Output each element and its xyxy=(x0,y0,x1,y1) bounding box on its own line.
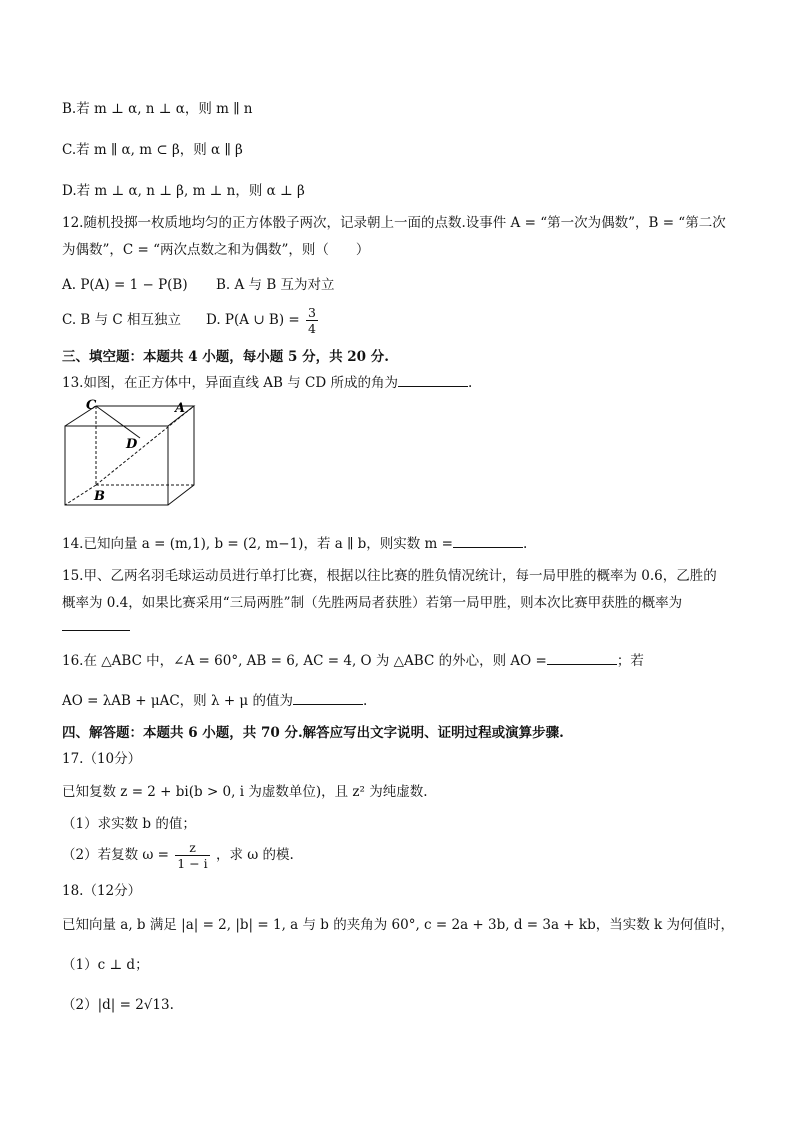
q16-line1 xyxy=(62,650,644,670)
q15-stem: 15.甲、乙两名羽毛球运动员进行单打比赛，根据以往比赛的胜负情况统计，每一局甲胜的概率为 0.6，乙胜的概率为 0.4，如果比赛采用“三局两胜”制（先胜两局者获胜）若第一局甲胜，则本次比赛甲获胜的概率为 xyxy=(62,568,717,611)
label-d: D xyxy=(126,437,138,452)
q12-option-d-prefix: D. P(A ∪ B) = xyxy=(206,312,300,328)
cube-figure xyxy=(60,398,200,510)
answer-blank xyxy=(398,372,468,387)
q12-stem: 12.随机投掷一枚质地均匀的正方体骰子两次，记录朝上一面的点数.设事件 A = “第一次为偶数”，B = “第二次为偶数”，C = “两次点数之和为偶数”，则（ ） xyxy=(62,215,726,258)
q16-line2-end: . xyxy=(363,693,368,709)
q14-stem xyxy=(62,533,527,553)
q17-part2-suffix: ，求 ω 的模. xyxy=(215,847,294,863)
label-a: A xyxy=(175,401,186,416)
q13-stem xyxy=(62,372,472,392)
q13-stem-text: 13.如图，在正方体中，异面直线 AB 与 CD 所成的角为 xyxy=(62,375,398,391)
q17-part2 xyxy=(62,840,294,871)
q14-text: 14.已知向量 a = (m,1), b = (2, m−1)，若 a ∥ b，则实数 m = xyxy=(62,536,453,552)
q12-option-d-fraction xyxy=(306,305,318,336)
q13-stem-end: . xyxy=(467,375,473,391)
q17-fraction xyxy=(175,840,209,871)
q11-option-c: C.若 m ∥ α, m ⊂ β，则 α ∥ β xyxy=(62,142,243,158)
answer-blank xyxy=(453,533,523,548)
fraction-numerator: 3 xyxy=(308,305,316,320)
section4-heading: 四、解答题：本题共 6 小题，共 70 分.解答应写出文字说明、证明过程或演算步骤. xyxy=(62,725,564,741)
fraction-numerator: z xyxy=(175,840,209,856)
fraction-denominator: 4 xyxy=(308,321,316,336)
answer-blank xyxy=(547,650,617,665)
answer-blank xyxy=(62,616,130,631)
q17-part2-prefix: （2）若复数 ω = xyxy=(62,847,169,863)
cube-hidden-edge-left xyxy=(65,485,96,505)
q18-title: 18.（12分） xyxy=(62,883,142,899)
label-c: C xyxy=(86,398,97,413)
q18-stem: 已知向量 a, b 满足 |a| = 2, |b| = 1, a 与 b 的夹角为 60°, c = 2a + 3b, d = 3a + kb，当实数 k 为何值时， xyxy=(62,917,734,933)
answer-blank xyxy=(293,690,363,705)
q16-line1-end: ；若 xyxy=(616,653,644,669)
q12-option-d xyxy=(206,305,320,336)
q12-option-c: C. B 与 C 相互独立 xyxy=(62,312,182,328)
q18-part1: （1）c ⊥ d； xyxy=(62,957,149,973)
q11-option-d: D.若 m ⊥ α, n ⊥ β, m ⊥ n，则 α ⊥ β xyxy=(62,183,305,199)
q18-part2: （2）|d| = 2√13. xyxy=(62,997,174,1013)
q15-answer xyxy=(62,616,130,636)
q17-part1: （1）求实数 b 的值； xyxy=(62,816,196,832)
q12-option-b: B. A 与 B 互为对立 xyxy=(216,277,335,293)
q11-option-b: B.若 m ⊥ α, n ⊥ α，则 m ∥ n xyxy=(62,101,253,117)
q14-end: . xyxy=(522,536,528,552)
q16-line2-text: AO = λAB + μAC，则 λ + μ 的值为 xyxy=(62,693,293,709)
section3-heading: 三、填空题：本题共 4 小题，每小题 5 分，共 20 分. xyxy=(62,349,389,365)
cube-right-edges xyxy=(168,406,194,505)
segment-cd xyxy=(96,406,140,438)
cube-front-face xyxy=(65,426,168,505)
label-b: B xyxy=(94,489,105,504)
segment-ab xyxy=(96,406,194,485)
q16-line1-text: 16.在 △ABC 中，∠A = 60°, AB = 6, AC = 4, O 为 △ABC 的外心，则 AO = xyxy=(62,653,547,669)
q12-option-a: A. P(A) = 1 − P(B) xyxy=(62,277,188,293)
q17-title: 17.（10分） xyxy=(62,751,142,767)
q17-stem: 已知复数 z = 2 + bi(b > 0, i 为虚数单位)，且 z² 为纯虚数. xyxy=(62,784,428,800)
fraction-denominator: 1 − i xyxy=(177,856,208,871)
q16-line2 xyxy=(62,690,367,710)
